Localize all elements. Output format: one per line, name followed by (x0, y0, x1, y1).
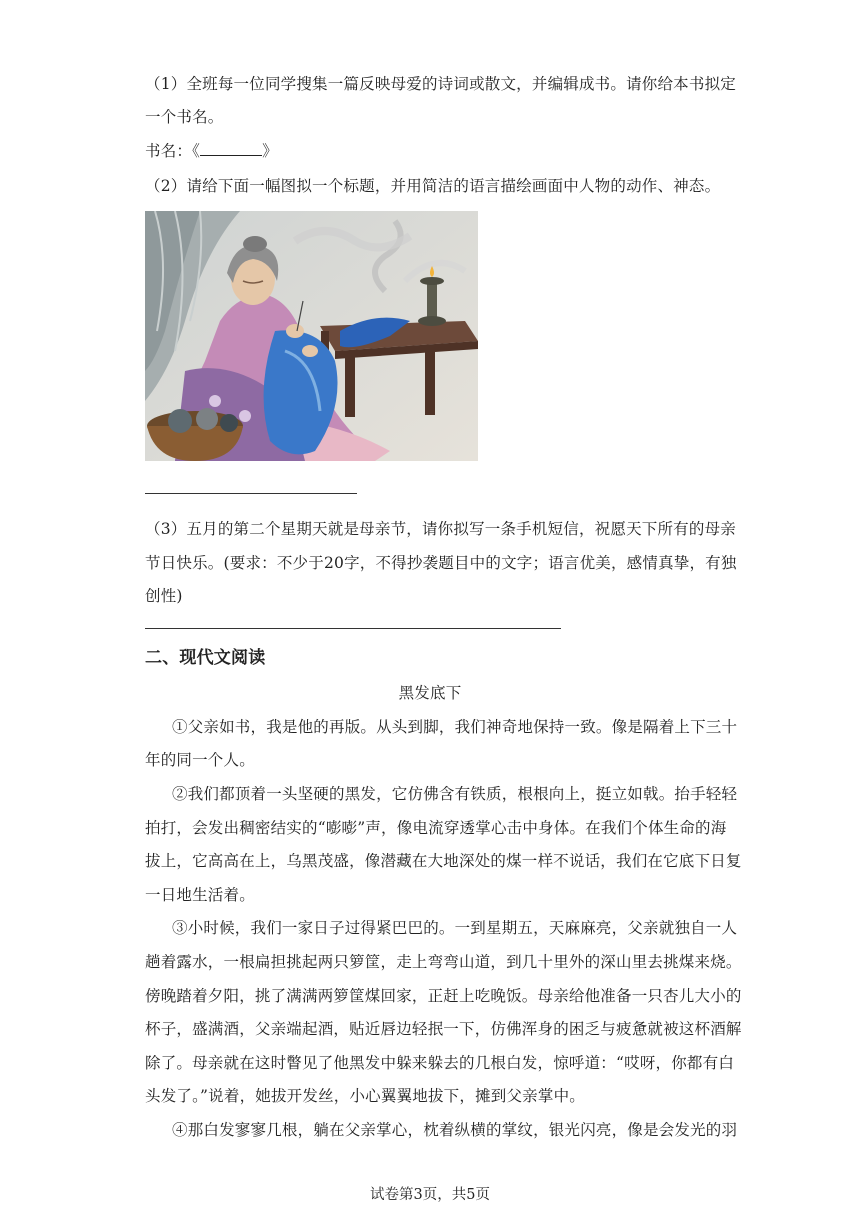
article-title: 黑发底下 (398, 684, 462, 702)
page-footer: 试卷第3页，共5页 (370, 1187, 490, 1203)
q2-answer-line[interactable] (145, 493, 357, 494)
q3-text-line3: 创性) (145, 587, 183, 605)
article-p2-line2: 拍打，会发出稠密结实的“嘭嘭”声，像电流穿透掌心击中身体。在我们个体生命的海 (145, 819, 727, 837)
article-p3-line1: ③小时候，我们一家日子过得紧巴巴的。一到星期五，天麻麻亮，父亲就独自一人 (172, 919, 738, 937)
section-heading: 二、现代文阅读 (145, 648, 266, 668)
article-p3-line3: 傍晚踏着夕阳，挑了满满两箩筐煤回家，正赶上吃晚饭。母亲给他准备一只杏儿大小的 (145, 987, 742, 1005)
q3-answer-line[interactable] (145, 628, 561, 629)
q2-text-line1: （2）请给下面一幅图拟一个标题，并用简洁的语言描绘画面中人物的动作、神态。 (145, 177, 721, 195)
article-p4-line1: ④那白发寥寥几根，躺在父亲掌心，枕着纵横的掌纹，银光闪亮，像是会发光的羽 (172, 1121, 738, 1139)
article-p2-line4: 一日地生活着。 (145, 886, 255, 904)
q1-book-prefix: 书名：《 (145, 142, 201, 160)
article-p3-line5: 除了。母亲就在这时瞥见了他黑发中躲来躲去的几根白发，惊呼道：“哎呀，你都有白 (145, 1054, 735, 1072)
q1-text-line2: 一个书名。 (145, 108, 224, 126)
article-p2-line1: ②我们都顶着一头坚硬的黑发，它仿佛含有铁质，根根向上，挺立如戟。抬手轻轻 (172, 785, 738, 803)
q3-text-line2: 节日快乐。(要求：不少于20字，不得抄袭题目中的文字；语言优美，感情真挚，有独 (145, 554, 737, 572)
q1-book-suffix: 》 (262, 142, 278, 160)
q3-text-line1: （3）五月的第二个星期天就是母亲节，请你拟写一条手机短信，祝愿天下所有的母亲 (145, 520, 736, 538)
q1-text-line1: （1）全班每一位同学搜集一篇反映母爱的诗词或散文，并编辑成书。请你给本书拟定 (145, 75, 736, 93)
article-p3-line6: 头发了。”说着，她拔开发丝，小心翼翼地拔下，摊到父亲掌中。 (145, 1087, 585, 1105)
q1-book-name-row (145, 141, 725, 161)
mother-sewing-illustration (145, 211, 478, 461)
article-p1-line1: ①父亲如书，我是他的再版。从头到脚，我们神奇地保持一致。像是隔着上下三十 (172, 718, 738, 736)
article-p3-line2: 趟着露水，一根扁担挑起两只箩筐，走上弯弯山道，到几十里外的深山里去挑煤来烧。 (145, 953, 742, 971)
article-p2-line3: 拔上，它高高在上，乌黑茂盛，像潜藏在大地深处的煤一样不说话，我们在它底下日复 (145, 852, 742, 870)
article-p3-line4: 杯子，盛满酒，父亲端起酒，贴近唇边轻抿一下，仿佛浑身的困乏与疲惫就被这杯酒解 (145, 1020, 742, 1038)
book-name-blank[interactable] (200, 141, 262, 156)
article-p1-line2: 年的同一个人。 (145, 751, 255, 769)
